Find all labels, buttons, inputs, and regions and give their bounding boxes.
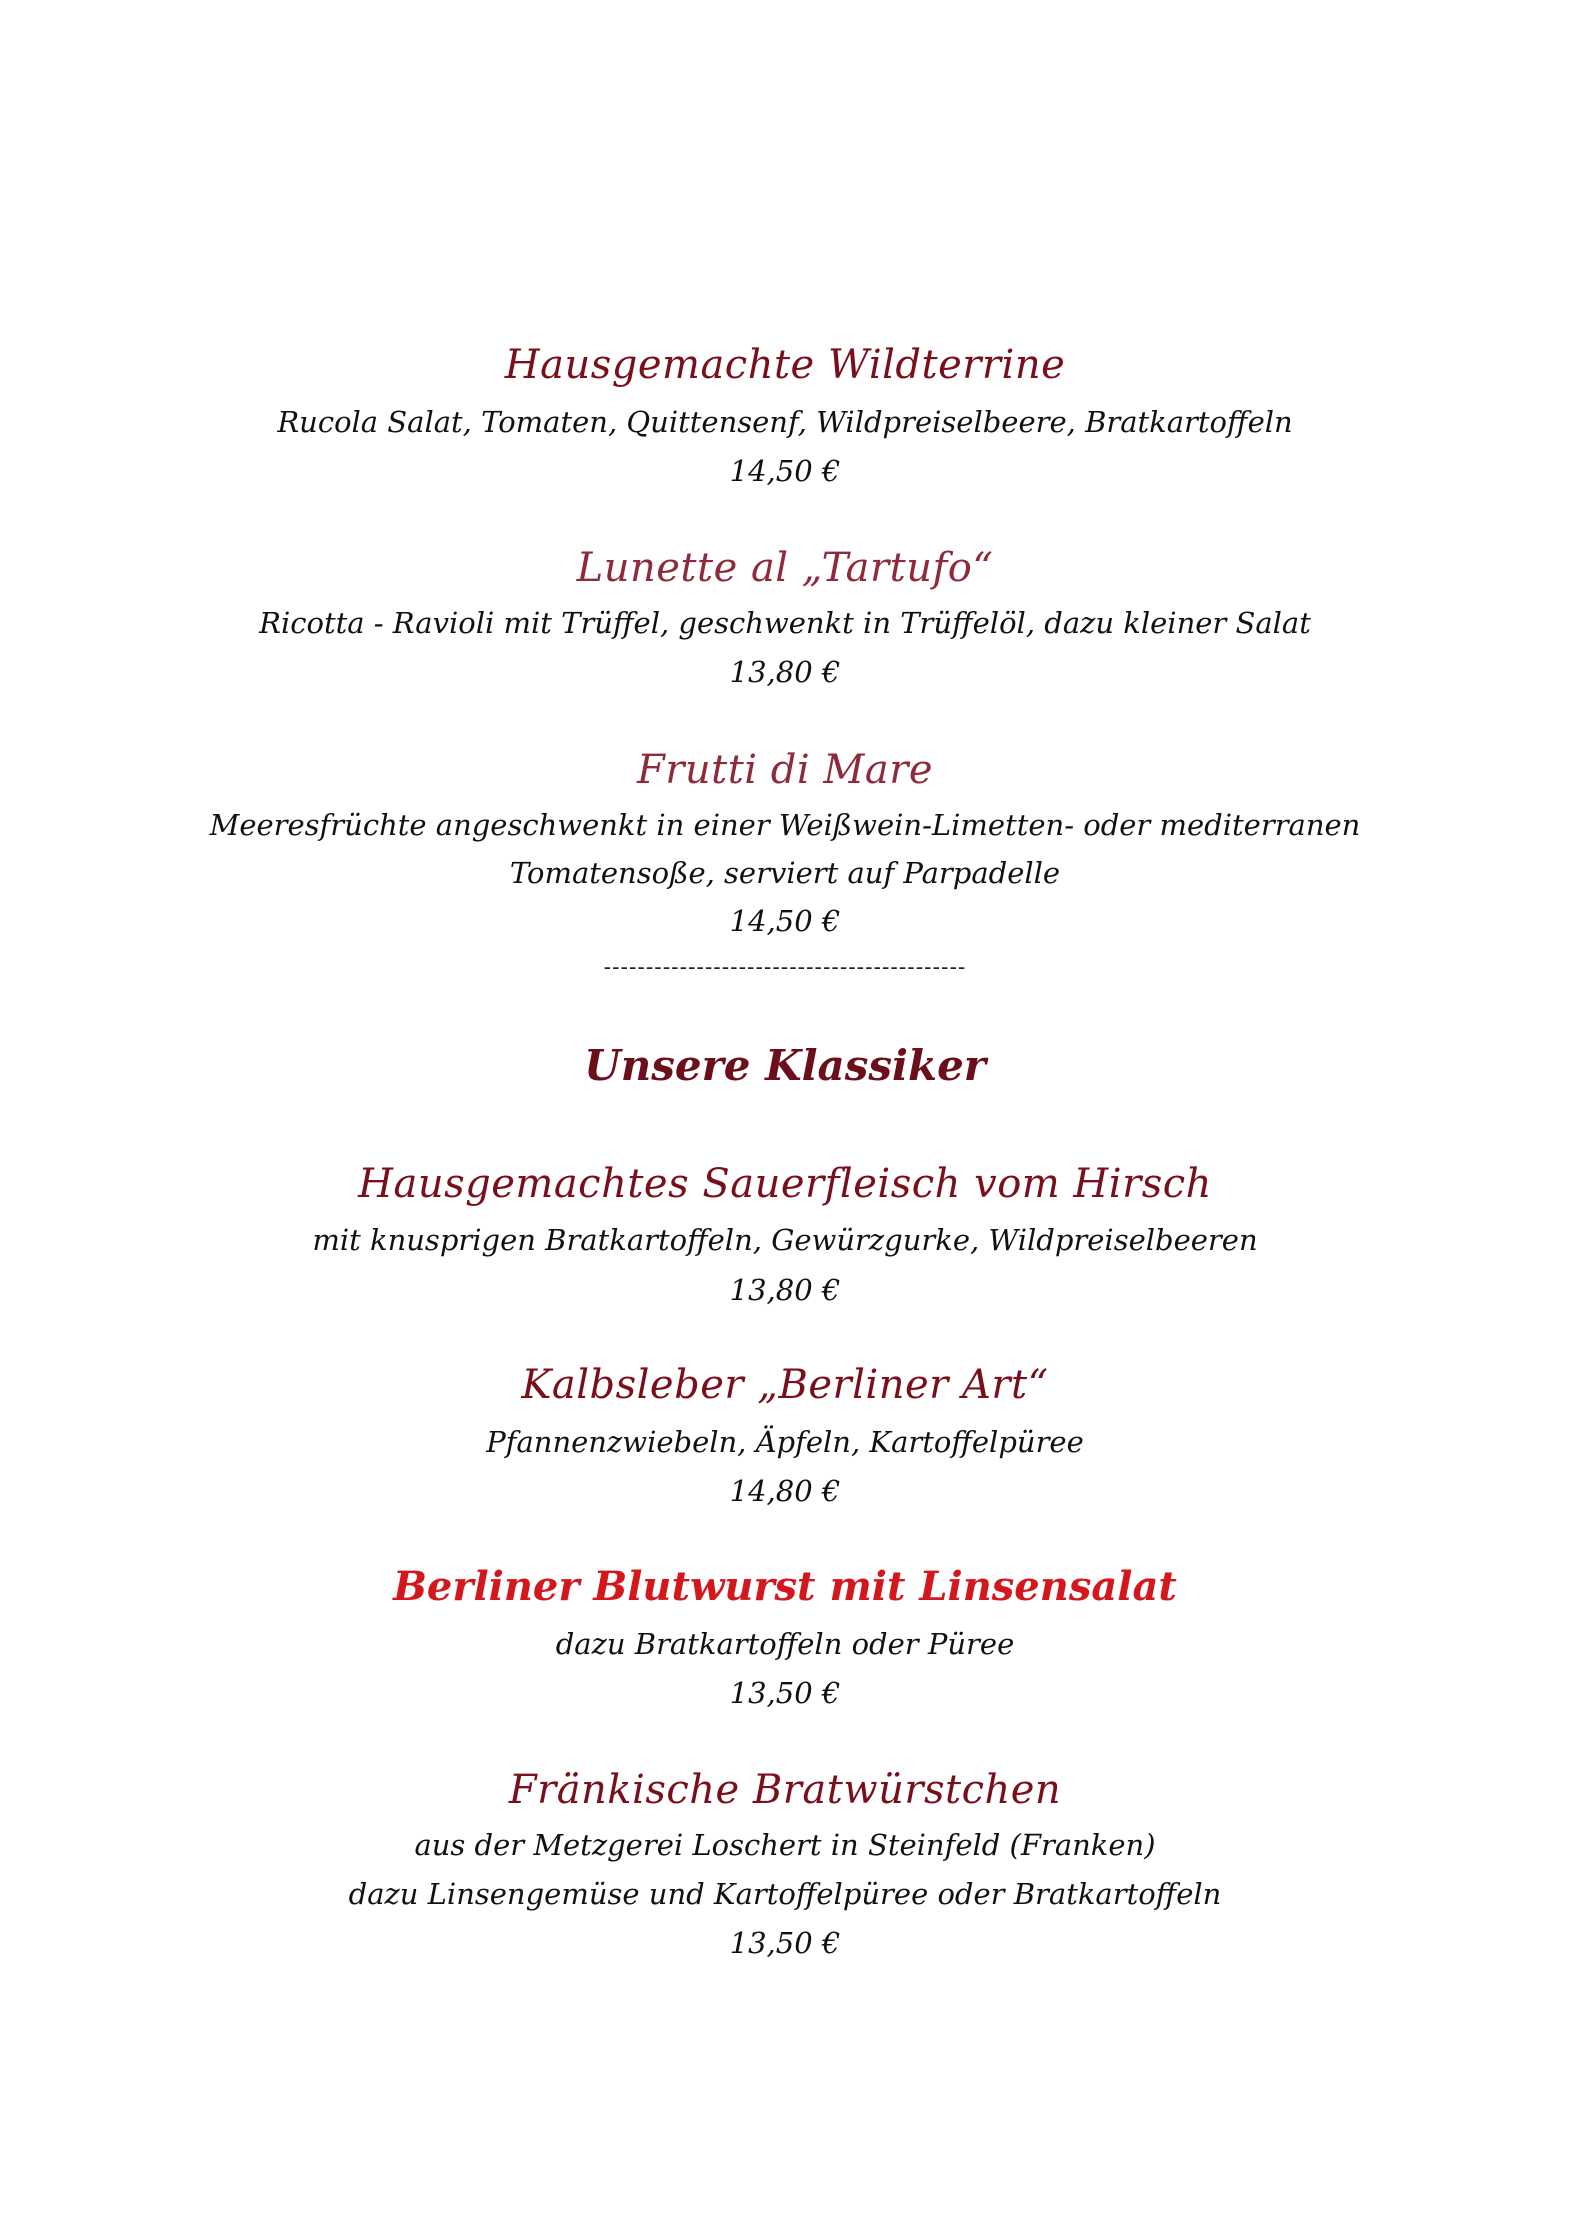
- dish-title-bratwuerstchen: Fränkische Bratwürstchen: [508, 1767, 1062, 1813]
- dish-price-frutti-di-mare: 14,50 €: [729, 904, 841, 938]
- dish-description-bratwuerstchen-2: dazu Linsengemüse und Kartoffelpüree oder Bratkartoffeln: [348, 1877, 1222, 1911]
- dish-price-sauerfleisch: 13,80 €: [729, 1273, 841, 1307]
- dish-description-frutti-di-mare-2: Tomatensoße, serviert auf Parpadelle: [509, 856, 1061, 890]
- section-heading-klassiker: Unsere Klassiker: [584, 1041, 986, 1090]
- dish-price-bratwuerstchen: 13,50 €: [729, 1926, 841, 1960]
- dish-description-blutwurst: dazu Bratkartoffeln oder Püree: [555, 1627, 1015, 1661]
- dish-description-frutti-di-mare-1: Meeresfrüchte angeschwenkt in einer Weißwein-Limetten- oder mediterranen: [209, 808, 1361, 842]
- dish-title-kalbsleber: Kalbsleber „Berliner Art“: [521, 1362, 1049, 1408]
- dish-title-wildterrine: Hausgemachte Wildterrine: [504, 342, 1066, 388]
- dish-title-frutti-di-mare: Frutti di Mare: [636, 747, 933, 793]
- dish-title-sauerfleisch: Hausgemachtes Sauerfleisch vom Hirsch: [358, 1161, 1212, 1207]
- dish-title-blutwurst: Berliner Blutwurst mit Linsensalat: [393, 1563, 1177, 1610]
- section-divider: -------------------------------------------: [603, 955, 967, 980]
- dish-description-sauerfleisch: mit knusprigen Bratkartoffeln, Gewürzgurke, Wildpreiselbeeren: [312, 1223, 1258, 1257]
- dish-price-lunette: 13,80 €: [729, 655, 841, 689]
- dish-description-wildterrine: Rucola Salat, Tomaten, Quittensenf, Wildpreiselbeere, Bratkartoffeln: [277, 405, 1293, 439]
- dish-price-wildterrine: 14,50 €: [729, 454, 841, 488]
- dish-description-bratwuerstchen-1: aus der Metzgerei Loschert in Steinfeld (Franken): [414, 1828, 1156, 1862]
- dish-title-lunette: Lunette al „Tartufo“: [576, 545, 994, 591]
- dish-description-kalbsleber: Pfannenzwiebeln, Äpfeln, Kartoffelpüree: [486, 1425, 1084, 1459]
- dish-description-lunette: Ricotta - Ravioli mit Trüffel, geschwenkt in Trüffelöl, dazu kleiner Salat: [259, 606, 1311, 640]
- dish-price-kalbsleber: 14,80 €: [729, 1474, 841, 1508]
- dish-price-blutwurst: 13,50 €: [729, 1676, 841, 1710]
